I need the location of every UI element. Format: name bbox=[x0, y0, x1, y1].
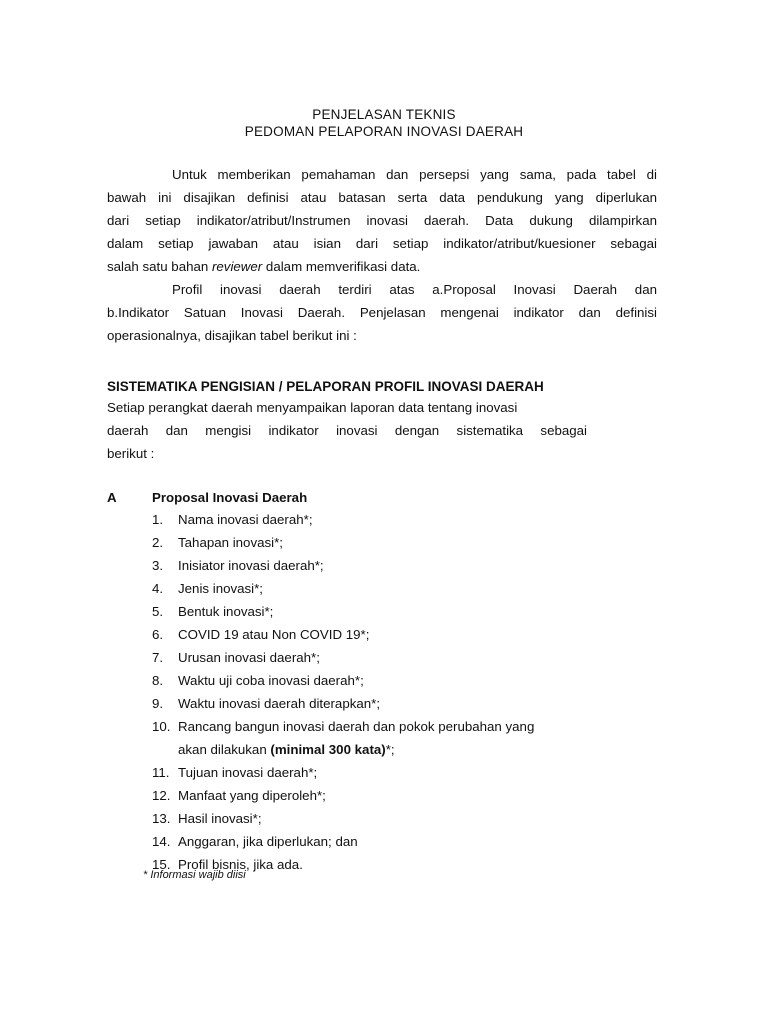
bold-requirement: (minimal 300 kata) bbox=[270, 742, 386, 757]
section-heading: SISTEMATIKA PENGISIAN / PELAPORAN PROFIL INOVASI DAERAH bbox=[107, 379, 544, 394]
list-item: 15. Profil bisnis, jika ada. bbox=[152, 857, 303, 872]
list-item: 14. Anggaran, jika diperlukan; dan bbox=[152, 834, 358, 849]
italic-term: reviewer bbox=[211, 259, 263, 274]
text-line: Untuk memberikan pemahaman dan persepsi yang sama, pada tabel di bbox=[172, 167, 657, 182]
proposal-item-list bbox=[152, 508, 652, 876]
text-line: bawah ini disajikan definisi atau batasan serta data pendukung yang diperlukan bbox=[107, 190, 657, 205]
document-title-line2: PEDOMAN PELAPORAN INOVASI DAERAH bbox=[244, 124, 524, 139]
intro-paragraph-2 bbox=[107, 278, 657, 347]
list-item: 10. Rancang bangun inovasi daerah dan pokok perubahan yang bbox=[152, 719, 535, 734]
list-item: 6. COVID 19 atau Non COVID 19*; bbox=[152, 627, 370, 642]
text-line: b.Indikator Satuan Inovasi Daerah. Penjelasan mengenai indikator dan definisi bbox=[107, 305, 657, 320]
text-line: Profil inovasi daerah terdiri atas a.Proposal Inovasi Daerah dan bbox=[172, 282, 657, 297]
text-line: berikut : bbox=[107, 446, 155, 461]
text-line: salah satu bahan reviewer dalam memverifikasi data. bbox=[107, 259, 421, 274]
list-item-continuation: akan dilakukan (minimal 300 kata)*; bbox=[178, 742, 395, 757]
list-item: 12. Manfaat yang diperoleh*; bbox=[152, 788, 326, 803]
list-item: 1. Nama inovasi daerah*; bbox=[152, 512, 313, 527]
sistematika-paragraph bbox=[107, 396, 587, 465]
text-line: dari setiap indikator/atribut/Instrumen inovasi daerah. Data dukung dilampirkan bbox=[107, 213, 657, 228]
list-item: 11. Tujuan inovasi daerah*; bbox=[152, 765, 318, 780]
text-line: dalam setiap jawaban atau isian dari setiap indikator/atribut/kuesioner sebagai bbox=[107, 236, 657, 251]
list-item: 2. Tahapan inovasi*; bbox=[152, 535, 283, 550]
list-item: 8. Waktu uji coba inovasi daerah*; bbox=[152, 673, 364, 688]
list-item: 5. Bentuk inovasi*; bbox=[152, 604, 274, 619]
list-item: 13. Hasil inovasi*; bbox=[152, 811, 262, 826]
list-item: 9. Waktu inovasi daerah diterapkan*; bbox=[152, 696, 381, 711]
list-item: 4. Jenis inovasi*; bbox=[152, 581, 263, 596]
text-line: Setiap perangkat daerah menyampaikan laporan data tentang inovasi bbox=[107, 400, 518, 415]
section-title: Proposal Inovasi Daerah bbox=[152, 490, 308, 505]
document-title-line1: PENJELASAN TEKNIS bbox=[312, 107, 456, 122]
footnote: * Informasi wajib diisi bbox=[143, 869, 246, 881]
text-line: daerah dan mengisi indikator inovasi dengan sistematika sebagai bbox=[107, 423, 587, 438]
list-item: 7. Urusan inovasi daerah*; bbox=[152, 650, 320, 665]
text-line: operasionalnya, disajikan tabel berikut ini : bbox=[107, 328, 357, 343]
list-item: 3. Inisiator inovasi daerah*; bbox=[152, 558, 324, 573]
section-letter: A bbox=[107, 490, 117, 505]
intro-paragraph-1 bbox=[107, 163, 657, 278]
